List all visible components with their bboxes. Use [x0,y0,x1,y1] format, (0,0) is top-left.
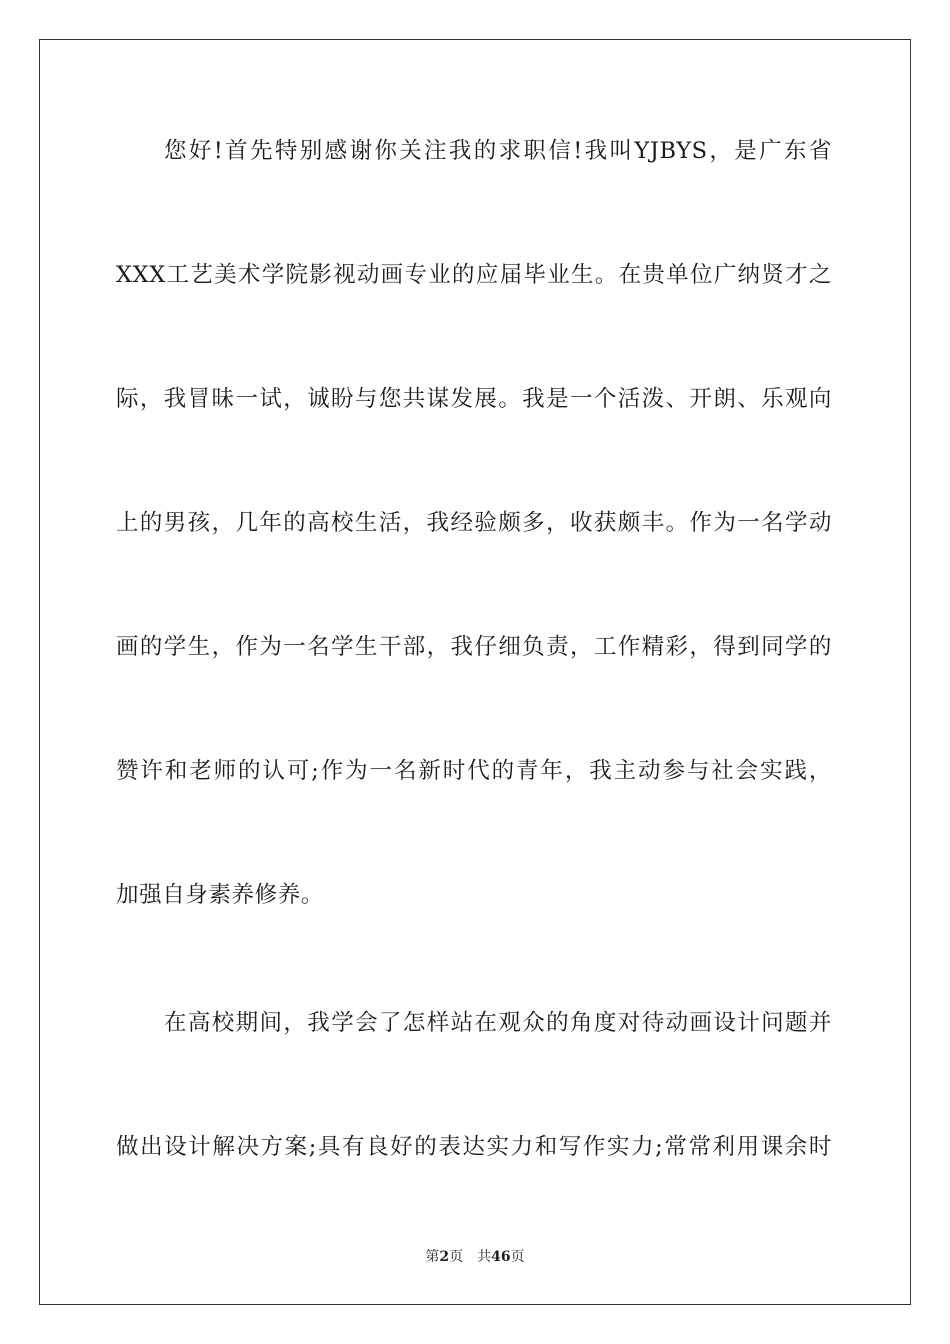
text-line: 在高校期间，我学会了怎样站在观众的角度对待动画设计问题并 [164,1010,832,1036]
text-line: 加强自身素养修养。 [116,882,324,908]
total-suffix: 页 [510,1249,525,1265]
text-line: 画的学生，作为一名学生干部，我仔细负责，工作精彩，得到同学的 [116,634,832,660]
page-suffix: 页 [449,1249,464,1265]
page-footer [0,1247,950,1267]
total-prefix: 共 [477,1249,492,1265]
text-line: XXX工艺美术学院影视动画专业的应届毕业生。在贵单位广纳贤才之 [116,262,832,288]
text-line: 您好!首先特别感谢你关注我的求职信!我叫YJBYS，是广东省 [164,138,832,164]
total-pages: 46 [491,1249,511,1265]
page-prefix: 第 [425,1249,440,1265]
text-line: 际，我冒昧一试，诚盼与您共谋发展。我是一个活泼、开朗、乐观向 [116,386,832,412]
page-number: 2 [439,1249,450,1265]
text-line: 赞许和老师的认可;作为一名新时代的青年，我主动参与社会实践， [116,758,832,784]
text-line: 上的男孩，几年的高校生活，我经验颇多，收获颇丰。作为一名学动 [116,510,832,536]
text-line: 做出设计解决方案;具有良好的表达实力和写作实力;常常利用课余时 [116,1134,832,1160]
page-border [39,39,911,1305]
